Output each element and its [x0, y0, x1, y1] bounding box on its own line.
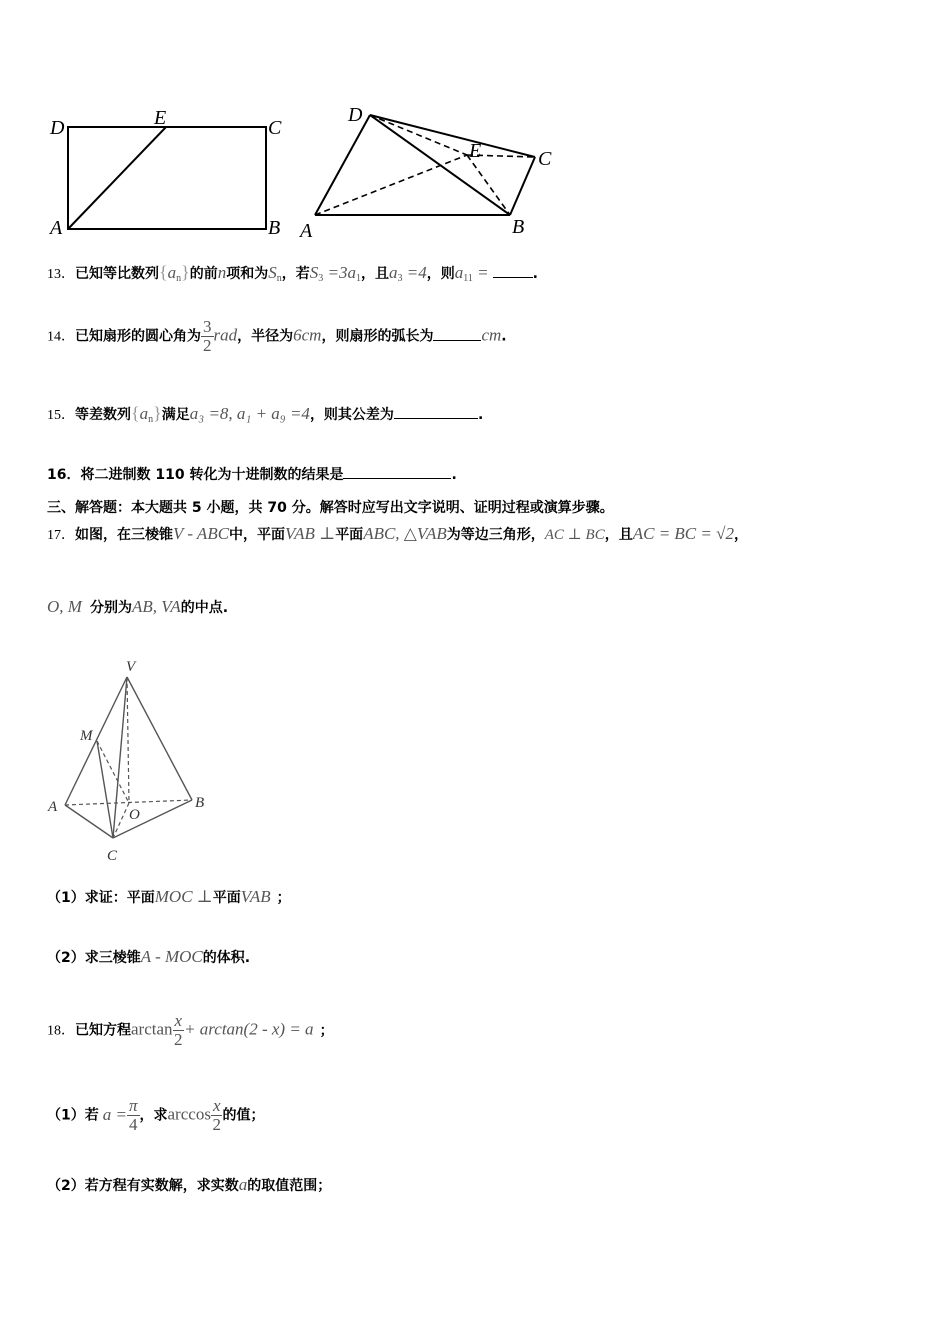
fraction-x-2: $\frac{x}{2}$	[212, 1096, 221, 1134]
fraction-pi-4: $\frac{\pi}{4}$	[128, 1096, 138, 1134]
question-13: 13．已知等比数列$\{a_n\}$的前n项和为$S_n$，若$S_3 =3a_1$，且$a_3 =4$，则$a_{11}$ = .	[47, 262, 538, 284]
label-e: E	[154, 107, 167, 129]
question-17: 17．如图，在三棱锥V - ABC中，平面VAB ⊥平面ABC, △VAB为等边三角形，AC ⊥ BC，且AC = BC = √2，	[47, 524, 748, 543]
label-b: B	[268, 217, 281, 239]
rectangle-abcd	[68, 127, 266, 229]
question-15: 15．等差数列$\{a_n\}$满足a₃ =8, a₁ + a₉ =4，则其公差为 .	[47, 403, 484, 425]
segment-ae	[68, 127, 166, 229]
label-a: A	[48, 799, 58, 815]
question-18-part2: （2）若方程有实数解，求实数a的取值范围；	[47, 1175, 332, 1194]
label-c: C	[538, 148, 552, 170]
label-d: D	[50, 117, 65, 139]
question-18-part1: （1）若 a = $\frac{\pi}{4}$ ，求arccos $\frac{x}{2}$ 的值；	[47, 1096, 265, 1134]
fraction-3-2: $\frac{3}{2}$	[203, 317, 212, 355]
label-v: V	[126, 659, 136, 675]
label-a: A	[50, 217, 63, 239]
question-18: 18．已知方程arctan $\frac{x}{2}$ + arctan(2 - x) = a ；	[47, 1011, 334, 1049]
question-17-part2: （2）求三棱锥A - MOC的体积.	[47, 947, 251, 966]
label-m: M	[80, 728, 93, 744]
pyramid-figure	[40, 655, 220, 870]
question-14: 14．已知扇形的圆心角为 $\frac{3}{2}$ rad，半径为6cm，则扇形的弧长为 cm.	[47, 317, 507, 355]
label-o: O	[129, 807, 140, 823]
answer-blank[interactable]	[493, 263, 533, 278]
question-16: 16．将二进制数 110 转化为十进制数的结果是 .	[47, 464, 457, 484]
question-17-part1: （1）求证：平面MOC ⊥平面VAB ；	[47, 887, 291, 906]
label-e: E	[469, 140, 482, 162]
label-b: B	[512, 216, 525, 238]
label-a: A	[300, 220, 313, 242]
question-17-line2: O, M 分别为AB, VA的中点.	[47, 597, 229, 616]
fraction-x-2: $\frac{x}{2}$	[174, 1011, 183, 1049]
label-c: C	[268, 117, 282, 139]
rectangle-figure	[40, 100, 300, 245]
label-d: D	[348, 104, 363, 126]
answer-blank[interactable]	[394, 404, 478, 419]
label-c: C	[107, 848, 118, 864]
folded-figure	[295, 95, 570, 245]
answer-blank[interactable]	[343, 464, 451, 479]
section-heading: 三、解答题：本大题共 5 小题，共 70 分。解答时应写出文字说明、证明过程或演算步骤。	[47, 500, 614, 516]
label-b: B	[195, 795, 205, 811]
answer-blank[interactable]	[433, 326, 481, 341]
